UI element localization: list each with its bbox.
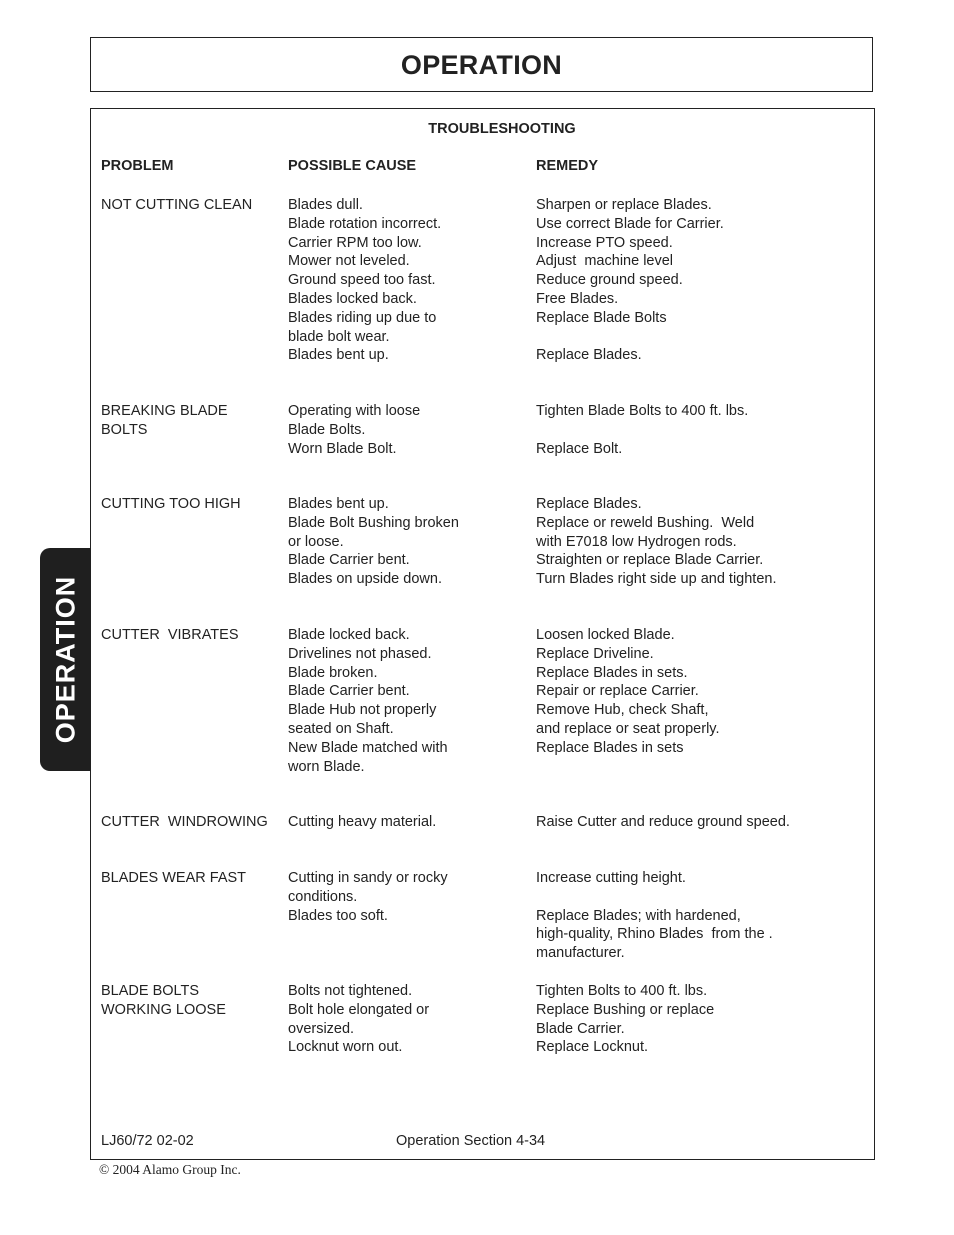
row-cause: Bolts not tightened. Bolt hole elongated or oversized. Locknut worn out. <box>288 983 430 1056</box>
section-title: TROUBLESHOOTING <box>428 121 576 137</box>
side-tab <box>40 548 91 771</box>
row-cause: Cutting heavy material. <box>288 814 437 830</box>
side-tab-label: OPERATION <box>50 575 81 744</box>
row-remedy: Raise Cutter and reduce ground speed. <box>536 814 790 830</box>
page-header <box>90 37 873 92</box>
row-problem: CUTTING TOO HIGH <box>101 496 241 512</box>
row-cause: Blades bent up. Blade Bolt Bushing broken or loose. Blade Carrier bent. Blades on upside down. <box>288 496 459 588</box>
row-remedy: Replace Blades. Replace or reweld Bushing. Weld with E7018 low Hydrogen rods. Straighten or replace Blade Carrier. Turn Blades right side up and tighten. <box>536 496 777 588</box>
row-problem: NOT CUTTING CLEAN <box>101 197 253 213</box>
row-problem: BREAKING BLADE BOLTS <box>101 403 228 438</box>
row-cause: Blade locked back. Drivelines not phased. Blade broken. Blade Carrier bent. Blade Hub not properly seated on Shaft. New Blade matched with worn Blade. <box>288 627 448 775</box>
column-header-cause: POSSIBLE CAUSE <box>288 158 417 174</box>
row-remedy: Tighten Blade Bolts to 400 ft. lbs. Replace Bolt. <box>536 403 749 457</box>
row-cause: Blades dull. Blade rotation incorrect. Carrier RPM too low. Mower not leveled. Ground speed too fast. Blades locked back. Blades riding up due to blade bolt wear. Blades bent up. <box>288 197 442 364</box>
footer-model: LJ60/72 02-02 <box>101 1133 194 1149</box>
page-title: OPERATION <box>400 50 563 80</box>
row-remedy: Increase cutting height. Replace Blades; with hardened, high-quality, Rhino Blades from the . manufacturer. <box>536 870 773 962</box>
column-header-problem: PROBLEM <box>101 158 174 174</box>
row-problem: BLADES WEAR FAST <box>101 870 247 886</box>
row-remedy: Loosen locked Blade. Replace Driveline. Replace Blades in sets. Repair or replace Carrier. Remove Hub, check Shaft, and replace or seat properly. Replace Blades in sets <box>536 627 720 756</box>
row-cause: Operating with loose Blade Bolts. Worn Blade Bolt. <box>288 403 421 457</box>
copyright: © 2004 Alamo Group Inc. <box>99 1162 241 1177</box>
row-remedy: Tighten Bolts to 400 ft. lbs. Replace Bushing or replace Blade Carrier. Replace Locknut. <box>536 983 715 1056</box>
row-problem: BLADE BOLTS WORKING LOOSE <box>101 983 226 1018</box>
row-cause: Cutting in sandy or rocky conditions. Blades too soft. <box>288 870 448 924</box>
column-header-remedy: REMEDY <box>536 158 599 174</box>
row-problem: CUTTER WINDROWING <box>101 814 268 830</box>
footer-section: Operation Section 4-34 <box>396 1133 546 1149</box>
row-remedy: Sharpen or replace Blades. Use correct Blade for Carrier. Increase PTO speed. Adjust machine level Reduce ground speed. Free Blades. Replace Blade Bolts Replace Blades. <box>536 197 724 364</box>
row-problem: CUTTER VIBRATES <box>101 627 239 643</box>
